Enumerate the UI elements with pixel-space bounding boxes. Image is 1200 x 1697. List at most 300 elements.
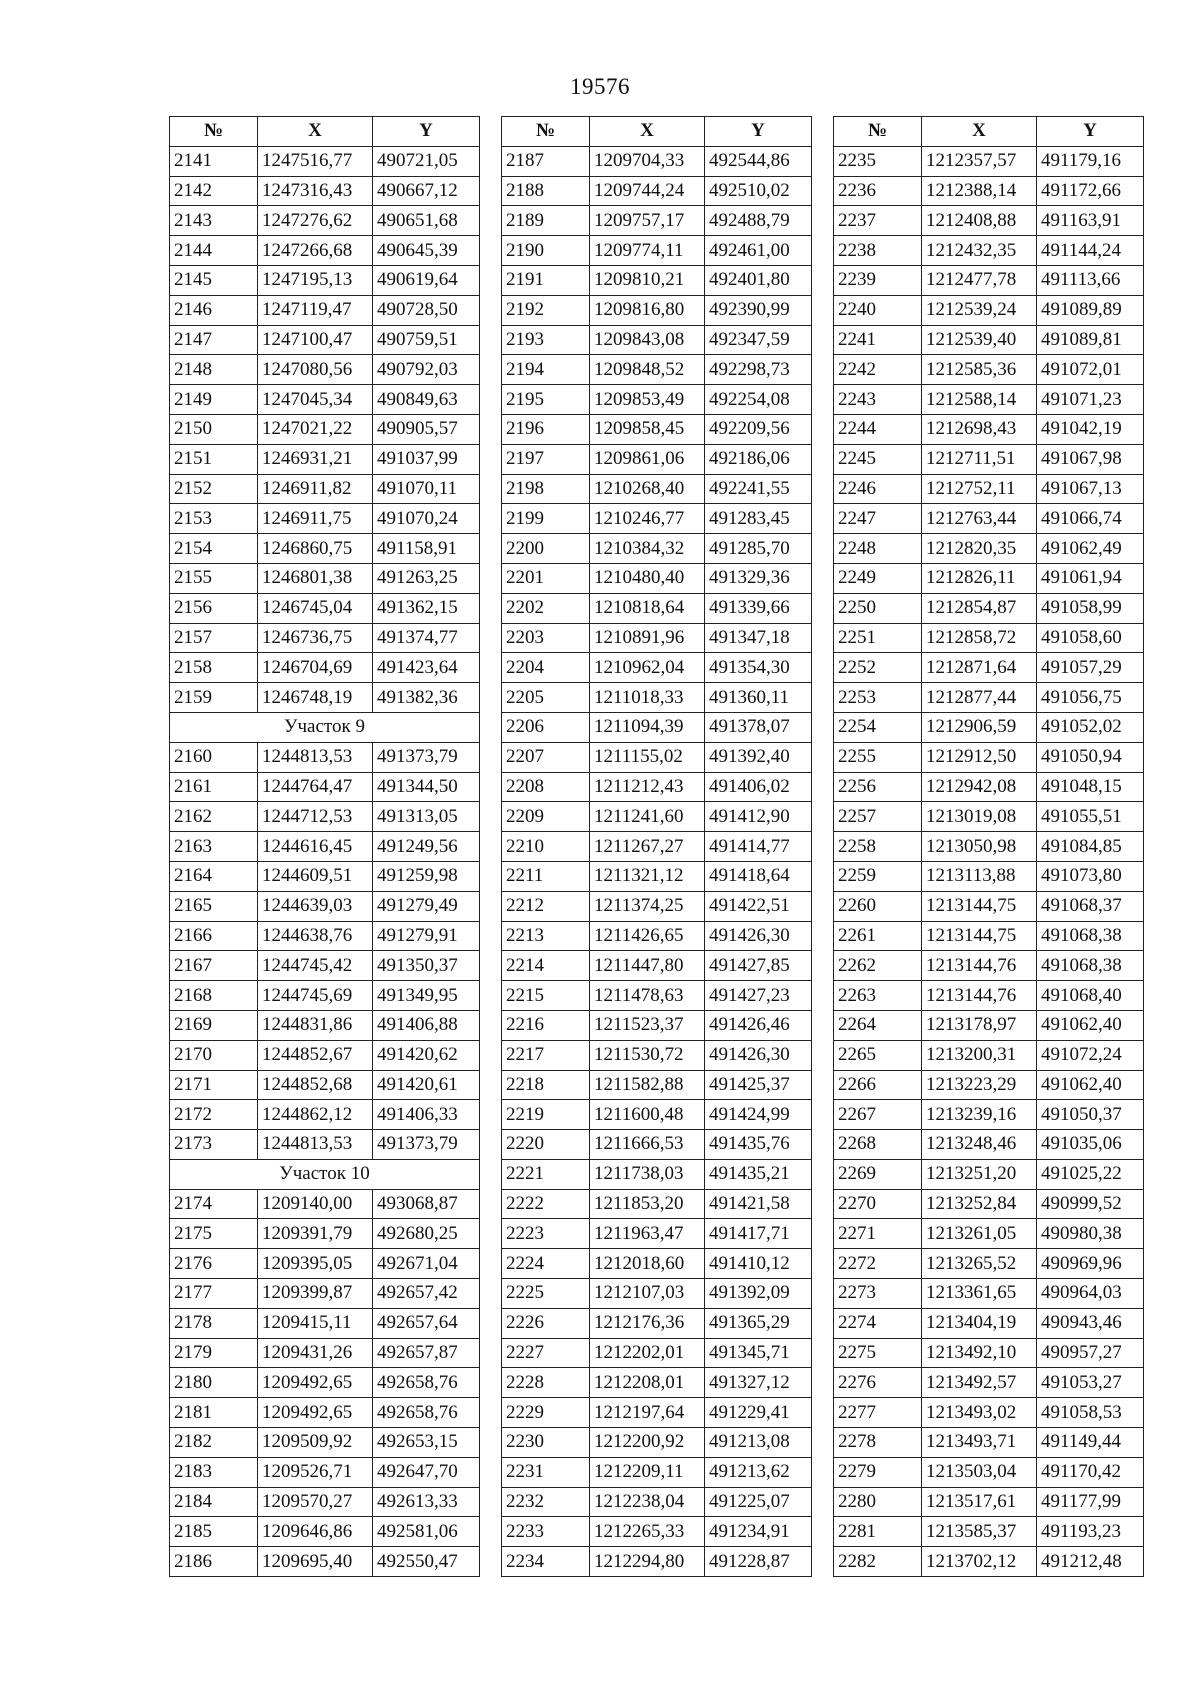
point-number-cell: 2263 — [834, 981, 922, 1011]
x-coordinate-cell: 1212209,11 — [590, 1457, 705, 1487]
table-row — [502, 444, 812, 474]
table-row — [834, 325, 1144, 355]
point-number-cell: 2275 — [834, 1338, 922, 1368]
x-coordinate-cell: 1244852,67 — [258, 1040, 373, 1070]
y-coordinate-cell: 490728,50 — [373, 295, 480, 325]
table-row — [170, 981, 480, 1011]
point-number-cell: 2144 — [170, 236, 258, 266]
x-coordinate-cell: 1210962,04 — [590, 653, 705, 683]
table-row — [170, 1189, 480, 1219]
point-number-cell: 2221 — [502, 1159, 590, 1189]
y-coordinate-cell: 491344,50 — [373, 772, 480, 802]
point-number-cell: 2147 — [170, 325, 258, 355]
x-coordinate-cell: 1244712,53 — [258, 802, 373, 832]
table-row — [834, 385, 1144, 415]
point-number-cell: 2255 — [834, 742, 922, 772]
point-number-cell: 2239 — [834, 265, 922, 295]
x-coordinate-cell: 1212107,03 — [590, 1279, 705, 1309]
x-coordinate-cell: 1213492,10 — [922, 1338, 1037, 1368]
table-row — [834, 265, 1144, 295]
table-row — [502, 236, 812, 266]
x-coordinate-cell: 1211530,72 — [590, 1040, 705, 1070]
x-coordinate-cell: 1209140,00 — [258, 1189, 373, 1219]
y-coordinate-cell: 492254,08 — [705, 385, 812, 415]
y-coordinate-cell: 492657,64 — [373, 1308, 480, 1338]
y-coordinate-cell: 491072,24 — [1037, 1040, 1144, 1070]
point-number-cell: 2281 — [834, 1517, 922, 1547]
point-number-cell: 2232 — [502, 1487, 590, 1517]
point-number-cell: 2230 — [502, 1428, 590, 1458]
x-coordinate-cell: 1212357,57 — [922, 146, 1037, 176]
y-coordinate-cell: 491263,25 — [373, 563, 480, 593]
table-row — [834, 1547, 1144, 1577]
point-number-cell: 2195 — [502, 385, 590, 415]
y-coordinate-cell: 491042,19 — [1037, 414, 1144, 444]
x-coordinate-cell: 1212752,11 — [922, 474, 1037, 504]
y-coordinate-cell: 491149,44 — [1037, 1428, 1144, 1458]
y-coordinate-cell: 491392,40 — [705, 742, 812, 772]
x-coordinate-cell: 1212388,14 — [922, 176, 1037, 206]
table-row — [170, 1070, 480, 1100]
table-row — [502, 1517, 812, 1547]
table-row — [834, 1368, 1144, 1398]
table-body — [834, 146, 1144, 1576]
point-number-cell: 2274 — [834, 1308, 922, 1338]
x-coordinate-cell: 1213019,08 — [922, 802, 1037, 832]
x-coordinate-cell: 1213517,61 — [922, 1487, 1037, 1517]
x-coordinate-cell: 1212585,36 — [922, 355, 1037, 385]
table-row — [502, 1428, 812, 1458]
x-coordinate-cell: 1244745,42 — [258, 951, 373, 981]
point-number-cell: 2242 — [834, 355, 922, 385]
point-number-cell: 2267 — [834, 1100, 922, 1130]
table-row — [170, 176, 480, 206]
point-number-cell: 2234 — [502, 1547, 590, 1577]
section-row — [170, 1159, 480, 1189]
section-row — [170, 712, 480, 742]
y-coordinate-cell: 490645,39 — [373, 236, 480, 266]
point-number-cell: 2216 — [502, 1010, 590, 1040]
point-number-cell: 2167 — [170, 951, 258, 981]
y-coordinate-cell: 490721,05 — [373, 146, 480, 176]
y-coordinate-cell: 492680,25 — [373, 1219, 480, 1249]
point-number-cell: 2219 — [502, 1100, 590, 1130]
x-coordinate-cell: 1209774,11 — [590, 236, 705, 266]
table-row — [170, 1249, 480, 1279]
x-coordinate-cell: 1246931,21 — [258, 444, 373, 474]
y-coordinate-cell: 491212,48 — [1037, 1547, 1144, 1577]
table-row — [502, 385, 812, 415]
point-number-cell: 2170 — [170, 1040, 258, 1070]
y-coordinate-cell: 490667,12 — [373, 176, 480, 206]
y-coordinate-cell: 492186,06 — [705, 444, 812, 474]
x-coordinate-cell: 1212477,78 — [922, 265, 1037, 295]
table-row — [834, 1219, 1144, 1249]
x-coordinate-cell: 1213144,75 — [922, 891, 1037, 921]
coordinates-table-3 — [833, 116, 1144, 1577]
x-coordinate-cell: 1209816,80 — [590, 295, 705, 325]
point-number-cell: 2173 — [170, 1130, 258, 1160]
y-coordinate-cell: 492209,56 — [705, 414, 812, 444]
x-coordinate-cell: 1209570,27 — [258, 1487, 373, 1517]
table-row — [834, 206, 1144, 236]
section-title: Участок 9 — [170, 712, 480, 742]
y-coordinate-cell: 491113,66 — [1037, 265, 1144, 295]
point-number-cell: 2172 — [170, 1100, 258, 1130]
point-number-cell: 2256 — [834, 772, 922, 802]
table-row — [170, 593, 480, 623]
x-coordinate-cell: 1244862,12 — [258, 1100, 373, 1130]
table-row — [834, 563, 1144, 593]
y-coordinate-cell: 490651,68 — [373, 206, 480, 236]
point-number-cell: 2203 — [502, 623, 590, 653]
x-coordinate-cell: 1211321,12 — [590, 861, 705, 891]
x-coordinate-cell: 1212238,04 — [590, 1487, 705, 1517]
coordinates-table-1 — [169, 116, 480, 1577]
table-row — [834, 295, 1144, 325]
point-number-cell: 2196 — [502, 414, 590, 444]
table-row — [502, 593, 812, 623]
y-coordinate-cell: 491423,64 — [373, 653, 480, 683]
x-coordinate-cell: 1211963,47 — [590, 1219, 705, 1249]
x-coordinate-cell: 1244813,53 — [258, 742, 373, 772]
point-number-cell: 2206 — [502, 712, 590, 742]
y-coordinate-cell: 491406,88 — [373, 1010, 480, 1040]
point-number-cell: 2151 — [170, 444, 258, 474]
x-coordinate-cell: 1209757,17 — [590, 206, 705, 236]
x-coordinate-cell: 1244745,69 — [258, 981, 373, 1011]
table-row — [834, 176, 1144, 206]
table-row — [502, 1338, 812, 1368]
x-coordinate-cell: 1244852,68 — [258, 1070, 373, 1100]
point-number-cell: 2262 — [834, 951, 922, 981]
coordinates-table-2 — [501, 116, 812, 1577]
x-coordinate-cell: 1247195,13 — [258, 265, 373, 295]
point-number-cell: 2176 — [170, 1249, 258, 1279]
x-coordinate-cell: 1212539,24 — [922, 295, 1037, 325]
point-number-cell: 2141 — [170, 146, 258, 176]
point-number-cell: 2142 — [170, 176, 258, 206]
x-coordinate-cell: 1244813,53 — [258, 1130, 373, 1160]
y-coordinate-cell: 491089,89 — [1037, 295, 1144, 325]
table-row — [170, 1517, 480, 1547]
table-row — [834, 444, 1144, 474]
y-coordinate-cell: 492298,73 — [705, 355, 812, 385]
table-row — [834, 474, 1144, 504]
table-row — [502, 474, 812, 504]
table-row — [502, 146, 812, 176]
point-number-cell: 2179 — [170, 1338, 258, 1368]
table-row — [502, 1010, 812, 1040]
point-number-cell: 2243 — [834, 385, 922, 415]
y-coordinate-cell: 491048,15 — [1037, 772, 1144, 802]
table-row — [502, 891, 812, 921]
point-number-cell: 2248 — [834, 534, 922, 564]
y-coordinate-cell: 491339,66 — [705, 593, 812, 623]
x-coordinate-cell: 1213144,76 — [922, 951, 1037, 981]
x-coordinate-cell: 1209646,86 — [258, 1517, 373, 1547]
x-coordinate-cell: 1244609,51 — [258, 861, 373, 891]
x-coordinate-cell: 1212820,35 — [922, 534, 1037, 564]
x-coordinate-cell: 1213404,19 — [922, 1308, 1037, 1338]
table-row — [502, 1547, 812, 1577]
x-coordinate-cell: 1247021,22 — [258, 414, 373, 444]
table-row — [170, 1547, 480, 1577]
point-number-cell: 2159 — [170, 683, 258, 713]
point-number-cell: 2177 — [170, 1279, 258, 1309]
y-coordinate-cell: 490980,38 — [1037, 1219, 1144, 1249]
y-coordinate-cell: 491053,27 — [1037, 1368, 1144, 1398]
table-row — [834, 1070, 1144, 1100]
point-number-cell: 2270 — [834, 1189, 922, 1219]
table-row — [170, 1308, 480, 1338]
table-row — [834, 146, 1144, 176]
point-number-cell: 2279 — [834, 1457, 922, 1487]
table-row — [834, 1517, 1144, 1547]
x-coordinate-cell: 1212432,35 — [922, 236, 1037, 266]
y-coordinate-cell: 492647,70 — [373, 1457, 480, 1487]
x-coordinate-cell: 1212871,64 — [922, 653, 1037, 683]
table-row — [170, 772, 480, 802]
y-coordinate-cell: 490849,63 — [373, 385, 480, 415]
table-row — [170, 1040, 480, 1070]
x-coordinate-cell: 1209744,24 — [590, 176, 705, 206]
table-row — [170, 1457, 480, 1487]
point-number-cell: 2161 — [170, 772, 258, 802]
x-coordinate-cell: 1209395,05 — [258, 1249, 373, 1279]
y-coordinate-cell: 491163,91 — [1037, 206, 1144, 236]
point-number-cell: 2245 — [834, 444, 922, 474]
x-coordinate-cell: 1212408,88 — [922, 206, 1037, 236]
x-coordinate-cell: 1209509,92 — [258, 1428, 373, 1458]
y-coordinate-cell: 491158,91 — [373, 534, 480, 564]
x-coordinate-cell: 1247080,56 — [258, 355, 373, 385]
table-row — [170, 653, 480, 683]
table-row — [834, 921, 1144, 951]
point-number-cell: 2268 — [834, 1130, 922, 1160]
table-row — [834, 623, 1144, 653]
point-number-cell: 2192 — [502, 295, 590, 325]
point-number-cell: 2201 — [502, 563, 590, 593]
point-number-cell: 2227 — [502, 1338, 590, 1368]
point-number-cell: 2215 — [502, 981, 590, 1011]
table-row — [502, 653, 812, 683]
table-row — [834, 742, 1144, 772]
y-coordinate-cell: 491362,15 — [373, 593, 480, 623]
x-coordinate-cell: 1209810,21 — [590, 265, 705, 295]
table-row — [170, 921, 480, 951]
table-row — [834, 1130, 1144, 1160]
point-number-cell: 2165 — [170, 891, 258, 921]
point-number-cell: 2261 — [834, 921, 922, 951]
y-coordinate-cell: 491426,46 — [705, 1010, 812, 1040]
x-coordinate-cell: 1212539,40 — [922, 325, 1037, 355]
x-coordinate-cell: 1212826,11 — [922, 563, 1037, 593]
number-column-header: № — [502, 117, 590, 147]
point-number-cell: 2236 — [834, 176, 922, 206]
x-coordinate-cell: 1209861,06 — [590, 444, 705, 474]
x-coordinate-cell: 1213252,84 — [922, 1189, 1037, 1219]
table-row — [170, 534, 480, 564]
point-number-cell: 2145 — [170, 265, 258, 295]
table-row — [834, 981, 1144, 1011]
point-number-cell: 2278 — [834, 1428, 922, 1458]
x-coordinate-cell: 1244616,45 — [258, 832, 373, 862]
point-number-cell: 2158 — [170, 653, 258, 683]
table-row — [502, 1189, 812, 1219]
point-number-cell: 2209 — [502, 802, 590, 832]
point-number-cell: 2190 — [502, 236, 590, 266]
point-number-cell: 2171 — [170, 1070, 258, 1100]
point-number-cell: 2271 — [834, 1219, 922, 1249]
x-coordinate-cell: 1246745,04 — [258, 593, 373, 623]
point-number-cell: 2210 — [502, 832, 590, 862]
y-coordinate-cell: 491070,24 — [373, 504, 480, 534]
point-number-cell: 2200 — [502, 534, 590, 564]
table-row — [834, 1159, 1144, 1189]
x-coordinate-cell: 1213050,98 — [922, 832, 1037, 862]
x-coordinate-cell: 1247276,62 — [258, 206, 373, 236]
x-coordinate-cell: 1213361,65 — [922, 1279, 1037, 1309]
y-coordinate-cell: 490957,27 — [1037, 1338, 1144, 1368]
x-coordinate-cell: 1209526,71 — [258, 1457, 373, 1487]
x-coordinate-cell: 1213265,52 — [922, 1249, 1037, 1279]
x-coordinate-cell: 1212176,36 — [590, 1308, 705, 1338]
y-coordinate-cell: 491068,40 — [1037, 981, 1144, 1011]
point-number-cell: 2264 — [834, 1010, 922, 1040]
table-row — [502, 534, 812, 564]
x-coordinate-cell: 1209853,49 — [590, 385, 705, 415]
header-row — [170, 117, 480, 147]
point-number-cell: 2273 — [834, 1279, 922, 1309]
x-coordinate-cell: 1209695,40 — [258, 1547, 373, 1577]
y-coordinate-cell: 491072,01 — [1037, 355, 1144, 385]
page-number: 19576 — [570, 74, 630, 99]
y-coordinate-cell: 491347,18 — [705, 623, 812, 653]
y-coordinate-cell: 491050,37 — [1037, 1100, 1144, 1130]
table-row — [502, 325, 812, 355]
point-number-cell: 2211 — [502, 861, 590, 891]
point-number-cell: 2224 — [502, 1249, 590, 1279]
table-row — [170, 355, 480, 385]
y-coordinate-cell: 491382,36 — [373, 683, 480, 713]
y-coordinate-cell: 492390,99 — [705, 295, 812, 325]
point-number-cell: 2156 — [170, 593, 258, 623]
y-coordinate-cell: 491193,23 — [1037, 1517, 1144, 1547]
y-coordinate-cell: 492550,47 — [373, 1547, 480, 1577]
y-coordinate-cell: 490619,64 — [373, 265, 480, 295]
y-coordinate-cell: 491279,91 — [373, 921, 480, 951]
point-number-cell: 2194 — [502, 355, 590, 385]
table-row — [170, 1398, 480, 1428]
y-column-header: Y — [705, 117, 812, 147]
table-row — [502, 206, 812, 236]
table-row — [170, 236, 480, 266]
y-coordinate-cell: 491073,80 — [1037, 861, 1144, 891]
x-coordinate-cell: 1211426,65 — [590, 921, 705, 951]
y-coordinate-cell: 491313,05 — [373, 802, 480, 832]
table-row — [834, 1457, 1144, 1487]
y-coordinate-cell: 491283,45 — [705, 504, 812, 534]
point-number-cell: 2184 — [170, 1487, 258, 1517]
point-number-cell: 2240 — [834, 295, 922, 325]
x-coordinate-cell: 1211374,25 — [590, 891, 705, 921]
x-coordinate-cell: 1209431,26 — [258, 1338, 373, 1368]
y-coordinate-cell: 492488,79 — [705, 206, 812, 236]
table-row — [502, 1070, 812, 1100]
x-coordinate-cell: 1209391,79 — [258, 1219, 373, 1249]
x-coordinate-cell: 1209858,45 — [590, 414, 705, 444]
y-coordinate-cell: 490905,57 — [373, 414, 480, 444]
y-coordinate-cell: 491365,29 — [705, 1308, 812, 1338]
point-number-cell: 2280 — [834, 1487, 922, 1517]
table-row — [502, 861, 812, 891]
y-coordinate-cell: 491345,71 — [705, 1338, 812, 1368]
x-coordinate-cell: 1210480,40 — [590, 563, 705, 593]
point-number-cell: 2152 — [170, 474, 258, 504]
x-coordinate-cell: 1213585,37 — [922, 1517, 1037, 1547]
x-coordinate-cell: 1212854,87 — [922, 593, 1037, 623]
table-row — [170, 414, 480, 444]
point-number-cell: 2198 — [502, 474, 590, 504]
x-coordinate-cell: 1212942,08 — [922, 772, 1037, 802]
table-row — [170, 891, 480, 921]
x-coordinate-cell: 1211582,88 — [590, 1070, 705, 1100]
y-coordinate-cell: 491058,99 — [1037, 593, 1144, 623]
x-coordinate-cell: 1209492,65 — [258, 1368, 373, 1398]
x-coordinate-cell: 1246801,38 — [258, 563, 373, 593]
x-coordinate-cell: 1212912,50 — [922, 742, 1037, 772]
y-coordinate-cell: 491025,22 — [1037, 1159, 1144, 1189]
y-coordinate-cell: 491179,16 — [1037, 146, 1144, 176]
table-row — [834, 1308, 1144, 1338]
point-number-cell: 2282 — [834, 1547, 922, 1577]
point-number-cell: 2205 — [502, 683, 590, 713]
point-number-cell: 2207 — [502, 742, 590, 772]
table-row — [834, 951, 1144, 981]
x-coordinate-cell: 1212877,44 — [922, 683, 1037, 713]
table-row — [834, 1338, 1144, 1368]
point-number-cell: 2185 — [170, 1517, 258, 1547]
y-coordinate-cell: 491373,79 — [373, 742, 480, 772]
y-coordinate-cell: 491062,40 — [1037, 1010, 1144, 1040]
table-row — [170, 1428, 480, 1458]
y-coordinate-cell: 490999,52 — [1037, 1189, 1144, 1219]
point-number-cell: 2148 — [170, 355, 258, 385]
y-coordinate-cell: 490759,51 — [373, 325, 480, 355]
y-coordinate-cell: 491435,21 — [705, 1159, 812, 1189]
point-number-cell: 2218 — [502, 1070, 590, 1100]
table-row — [502, 1457, 812, 1487]
x-coordinate-cell: 1213493,71 — [922, 1428, 1037, 1458]
y-coordinate-cell: 492613,33 — [373, 1487, 480, 1517]
y-coordinate-cell: 491070,11 — [373, 474, 480, 504]
x-coordinate-cell: 1211212,43 — [590, 772, 705, 802]
y-coordinate-cell: 491420,61 — [373, 1070, 480, 1100]
table-row — [170, 1279, 480, 1309]
point-number-cell: 2269 — [834, 1159, 922, 1189]
table-row — [170, 385, 480, 415]
x-coordinate-cell: 1212711,51 — [922, 444, 1037, 474]
table-header — [834, 117, 1144, 147]
y-coordinate-cell: 490964,03 — [1037, 1279, 1144, 1309]
x-coordinate-cell: 1211478,63 — [590, 981, 705, 1011]
point-number-cell: 2186 — [170, 1547, 258, 1577]
y-coordinate-cell: 490969,96 — [1037, 1249, 1144, 1279]
header-row — [834, 117, 1144, 147]
point-number-cell: 2149 — [170, 385, 258, 415]
table-row — [502, 623, 812, 653]
